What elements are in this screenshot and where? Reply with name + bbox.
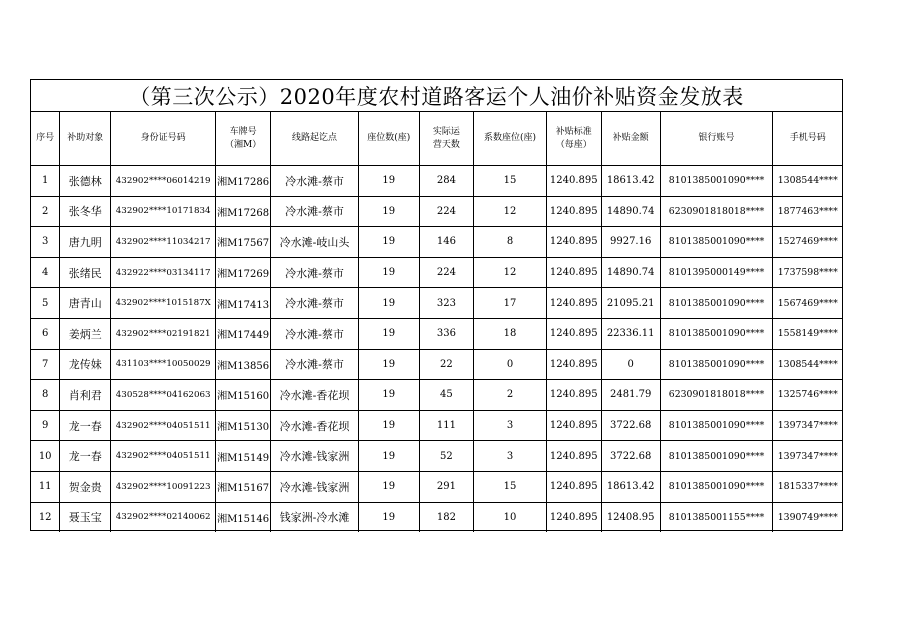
cell-id-number: 430528****04162063: [111, 380, 216, 411]
cell-id-number: 432902****1015187X: [111, 288, 216, 319]
cell-seq: 2: [31, 196, 60, 227]
header-coef-seats: 系数座位(座): [474, 112, 547, 166]
cell-phone: 1390749****: [773, 502, 842, 532]
header-plate-line1: 车牌号: [229, 126, 257, 137]
cell-days: 111: [419, 410, 474, 441]
header-plate: [216, 112, 271, 166]
cell-route: 冷水滩-蔡市: [271, 166, 359, 197]
cell-seq: 5: [31, 288, 60, 319]
header-standard-line1: 补贴标准: [555, 126, 592, 137]
cell-bank: 8101385001155****: [660, 502, 773, 532]
cell-route: 冷水滩-蔡市: [271, 349, 359, 380]
cell-plate: 湘M17449: [216, 318, 271, 349]
table-row: [31, 410, 842, 441]
cell-seq: 7: [31, 349, 60, 380]
cell-recipient: 姜炳兰: [60, 318, 111, 349]
cell-recipient: 贺金贵: [60, 471, 111, 502]
header-days: [419, 112, 474, 166]
header-phone: 手机号码: [773, 112, 842, 166]
cell-phone: 1567469****: [773, 288, 842, 319]
cell-days: 182: [419, 502, 474, 532]
cell-route: 冷水滩-钱家洲: [271, 471, 359, 502]
cell-plate: 湘M15130: [216, 410, 271, 441]
cell-bank: 8101385001090****: [660, 349, 773, 380]
cell-standard: 1240.895: [546, 441, 601, 472]
table-row: [31, 502, 842, 532]
cell-route: 钱家洲-冷水滩: [271, 502, 359, 532]
cell-days: 336: [419, 318, 474, 349]
cell-seats: 19: [358, 288, 419, 319]
table-row: [31, 166, 842, 197]
cell-route: 冷水滩-蔡市: [271, 318, 359, 349]
cell-id-number: 431103****10050029: [111, 349, 216, 380]
cell-standard: 1240.895: [546, 318, 601, 349]
cell-plate: 湘M17567: [216, 227, 271, 258]
cell-id-number: 432902****04051511: [111, 441, 216, 472]
table-row: [31, 288, 842, 319]
cell-days: 22: [419, 349, 474, 380]
cell-phone: 1397347****: [773, 441, 842, 472]
header-days-line1: 实际运: [432, 126, 460, 137]
cell-plate: 湘M17413: [216, 288, 271, 319]
cell-seq: 1: [31, 166, 60, 197]
cell-phone: 1558149****: [773, 318, 842, 349]
cell-amount: 9927.16: [601, 227, 660, 258]
header-route: 线路起讫点: [271, 112, 359, 166]
table-row: [31, 257, 842, 288]
header-standard-line2: （每座）: [555, 139, 592, 150]
cell-amount: 18613.42: [601, 471, 660, 502]
cell-recipient: 龙一春: [60, 410, 111, 441]
cell-recipient: 张冬华: [60, 196, 111, 227]
cell-coef-seats: 12: [474, 257, 547, 288]
cell-recipient: 唐青山: [60, 288, 111, 319]
cell-amount: 0: [601, 349, 660, 380]
table-row: [31, 196, 842, 227]
cell-coef-seats: 15: [474, 166, 547, 197]
cell-id-number: 432902****04051511: [111, 410, 216, 441]
cell-id-number: 432902****02191821: [111, 318, 216, 349]
cell-standard: 1240.895: [546, 349, 601, 380]
cell-plate: 湘M15146: [216, 502, 271, 532]
cell-coef-seats: 17: [474, 288, 547, 319]
cell-seq: 3: [31, 227, 60, 258]
cell-coef-seats: 3: [474, 441, 547, 472]
cell-days: 224: [419, 257, 474, 288]
cell-seats: 19: [358, 257, 419, 288]
cell-standard: 1240.895: [546, 227, 601, 258]
cell-seats: 19: [358, 166, 419, 197]
cell-phone: 1877463****: [773, 196, 842, 227]
header-row: [31, 112, 842, 166]
cell-bank: 8101385001090****: [660, 471, 773, 502]
cell-recipient: 聂玉宝: [60, 502, 111, 532]
cell-standard: 1240.895: [546, 410, 601, 441]
cell-seq: 4: [31, 257, 60, 288]
cell-recipient: 龙一春: [60, 441, 111, 472]
cell-plate: 湘M15167: [216, 471, 271, 502]
cell-seq: 11: [31, 471, 60, 502]
cell-bank: 8101395000149****: [660, 257, 773, 288]
cell-phone: 1308544****: [773, 166, 842, 197]
header-standard: [546, 112, 601, 166]
cell-amount: 3722.68: [601, 410, 660, 441]
cell-recipient: 肖利君: [60, 380, 111, 411]
cell-phone: 1397347****: [773, 410, 842, 441]
cell-coef-seats: 10: [474, 502, 547, 532]
cell-amount: 12408.95: [601, 502, 660, 532]
cell-route: 冷水滩-蔡市: [271, 196, 359, 227]
cell-seats: 19: [358, 318, 419, 349]
cell-recipient: 唐九明: [60, 227, 111, 258]
cell-plate: 湘M17268: [216, 196, 271, 227]
document-sheet: [30, 79, 843, 531]
cell-recipient: 龙传妹: [60, 349, 111, 380]
cell-amount: 14890.74: [601, 196, 660, 227]
cell-route: 冷水滩-蔡市: [271, 257, 359, 288]
cell-bank: 8101385001090****: [660, 410, 773, 441]
cell-id-number: 432902****10171834: [111, 196, 216, 227]
table-row: [31, 349, 842, 380]
cell-days: 52: [419, 441, 474, 472]
cell-id-number: 432922****03134117: [111, 257, 216, 288]
cell-amount: 3722.68: [601, 441, 660, 472]
cell-days: 284: [419, 166, 474, 197]
cell-phone: 1737598****: [773, 257, 842, 288]
cell-bank: 8101385001090****: [660, 227, 773, 258]
table-row: [31, 441, 842, 472]
cell-bank: 6230901818018****: [660, 196, 773, 227]
cell-standard: 1240.895: [546, 380, 601, 411]
header-seats: 座位数(座): [358, 112, 419, 166]
cell-recipient: 张绪民: [60, 257, 111, 288]
cell-seats: 19: [358, 196, 419, 227]
cell-seats: 19: [358, 502, 419, 532]
cell-id-number: 432902****06014219: [111, 166, 216, 197]
cell-plate: 湘M17269: [216, 257, 271, 288]
cell-standard: 1240.895: [546, 471, 601, 502]
cell-amount: 22336.11: [601, 318, 660, 349]
cell-route: 冷水滩-钱家洲: [271, 441, 359, 472]
cell-seats: 19: [358, 410, 419, 441]
cell-id-number: 432902****11034217: [111, 227, 216, 258]
cell-coef-seats: 15: [474, 471, 547, 502]
cell-standard: 1240.895: [546, 502, 601, 532]
cell-seats: 19: [358, 227, 419, 258]
cell-standard: 1240.895: [546, 196, 601, 227]
cell-standard: 1240.895: [546, 288, 601, 319]
cell-seats: 19: [358, 471, 419, 502]
cell-plate: 湘M15149: [216, 441, 271, 472]
cell-coef-seats: 0: [474, 349, 547, 380]
header-days-line2: 营天数: [432, 139, 460, 150]
cell-seq: 8: [31, 380, 60, 411]
cell-coef-seats: 8: [474, 227, 547, 258]
cell-seats: 19: [358, 441, 419, 472]
table-row: [31, 380, 842, 411]
cell-seq: 6: [31, 318, 60, 349]
cell-recipient: 张德林: [60, 166, 111, 197]
table-row: [31, 227, 842, 258]
document-title: （第三次公示）2020年度农村道路客运个人油价补贴资金发放表: [31, 80, 842, 112]
cell-standard: 1240.895: [546, 166, 601, 197]
header-amount: 补贴金额: [601, 112, 660, 166]
header-id-number: 身份证号码: [111, 112, 216, 166]
cell-days: 146: [419, 227, 474, 258]
cell-bank: 8101385001090****: [660, 441, 773, 472]
cell-route: 冷水滩-蔡市: [271, 288, 359, 319]
cell-days: 45: [419, 380, 474, 411]
cell-coef-seats: 3: [474, 410, 547, 441]
cell-id-number: 432902****10091223: [111, 471, 216, 502]
cell-phone: 1527469****: [773, 227, 842, 258]
cell-phone: 1325746****: [773, 380, 842, 411]
cell-bank: 8101385001090****: [660, 318, 773, 349]
cell-amount: 2481.79: [601, 380, 660, 411]
cell-route: 冷水滩-香花坝: [271, 380, 359, 411]
cell-amount: 18613.42: [601, 166, 660, 197]
cell-seq: 10: [31, 441, 60, 472]
cell-plate: 湘M13856: [216, 349, 271, 380]
cell-coef-seats: 2: [474, 380, 547, 411]
cell-seq: 12: [31, 502, 60, 532]
cell-phone: 1308544****: [773, 349, 842, 380]
table-row: [31, 471, 842, 502]
header-recipient: 补助对象: [60, 112, 111, 166]
cell-seats: 19: [358, 349, 419, 380]
subsidy-table: [31, 112, 842, 532]
cell-amount: 14890.74: [601, 257, 660, 288]
cell-route: 冷水滩-香花坝: [271, 410, 359, 441]
header-plate-line2: （湘M）: [225, 139, 262, 150]
header-bank: 银行账号: [660, 112, 773, 166]
cell-days: 224: [419, 196, 474, 227]
cell-seq: 9: [31, 410, 60, 441]
cell-route: 冷水滩-岐山头: [271, 227, 359, 258]
cell-coef-seats: 18: [474, 318, 547, 349]
table-row: [31, 318, 842, 349]
cell-id-number: 432902****02140062: [111, 502, 216, 532]
cell-plate: 湘M17286: [216, 166, 271, 197]
cell-phone: 1815337****: [773, 471, 842, 502]
cell-coef-seats: 12: [474, 196, 547, 227]
cell-bank: 6230901818018****: [660, 380, 773, 411]
cell-amount: 21095.21: [601, 288, 660, 319]
cell-bank: 8101385001090****: [660, 288, 773, 319]
header-seq: 序号: [31, 112, 60, 166]
cell-days: 291: [419, 471, 474, 502]
cell-plate: 湘M15160: [216, 380, 271, 411]
cell-days: 323: [419, 288, 474, 319]
cell-bank: 8101385001090****: [660, 166, 773, 197]
cell-standard: 1240.895: [546, 257, 601, 288]
cell-seats: 19: [358, 380, 419, 411]
